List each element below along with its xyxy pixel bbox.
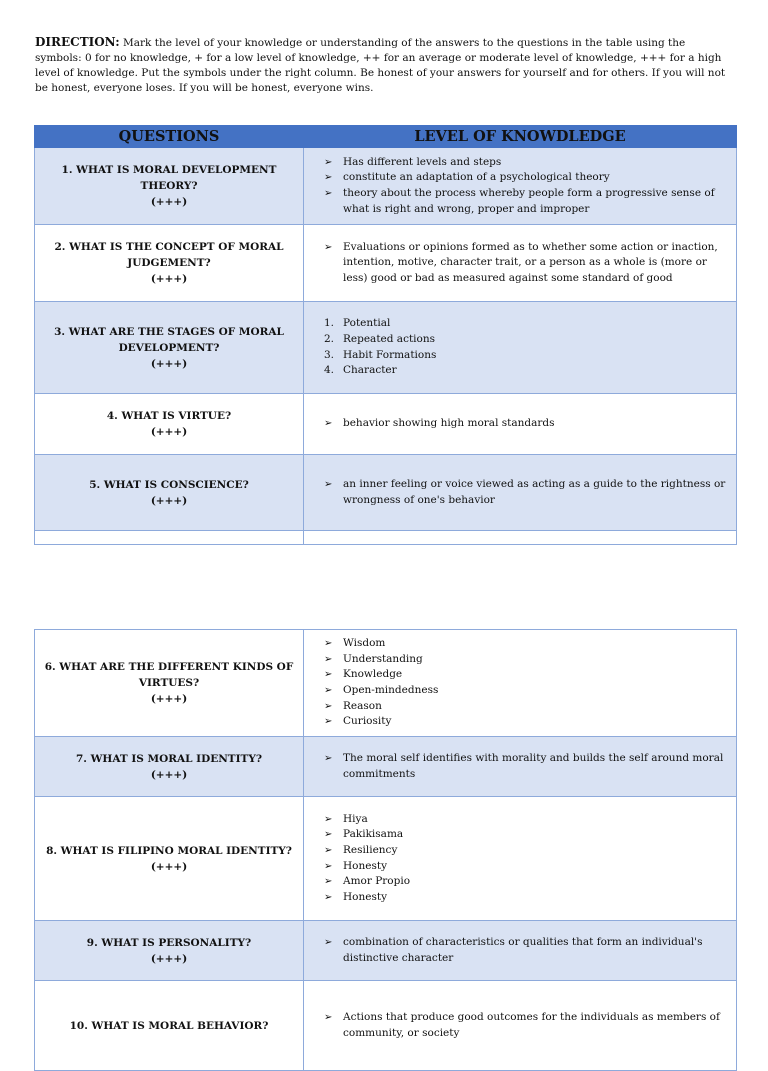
knowledge-mark: (+++) (150, 494, 188, 507)
question-text: 5. WHAT IS CONSCIENCE? (89, 478, 249, 491)
list-item: ➢ combination of characteristics or qualities that form an individual's distinctive character (324, 935, 728, 966)
answer-cell (304, 981, 737, 1071)
list-item (324, 348, 728, 364)
list-item: ➢ Has different levels and steps (324, 155, 728, 171)
table-row (35, 737, 737, 797)
list-item: ➢ theory about the process whereby people form a progressive sense of what is right and wrong, proper and improper (324, 186, 728, 217)
answer-cell (304, 394, 737, 455)
item-text: Character (343, 364, 397, 377)
list-item: ➢ Honesty (324, 859, 728, 875)
answer-cell (304, 455, 737, 531)
knowledge-mark: (+++) (150, 357, 188, 370)
list-item (324, 316, 728, 332)
list-item: ➢ Curiosity (324, 714, 728, 730)
answer-cell (304, 302, 737, 394)
list-item (324, 332, 728, 348)
answer-list (324, 751, 728, 782)
answer-list (324, 155, 728, 217)
header-questions: QUESTIONS (35, 126, 304, 148)
item-text: Repeated actions (343, 332, 435, 345)
answer-list (324, 1010, 728, 1041)
empty-cell (35, 531, 304, 545)
list-item: ➢ Understanding (324, 652, 728, 668)
question-cell (35, 148, 304, 225)
question-cell (35, 737, 304, 797)
list-item: ➢ behavior showing high moral standards (324, 416, 728, 432)
question-text: 2. WHAT IS THE CONCEPT OF MORAL JUDGEMENT? (54, 241, 284, 269)
list-item: ➢ Hiya (324, 812, 728, 828)
answer-list (324, 935, 728, 966)
empty-cell (304, 531, 737, 545)
list-item: ➢ The moral self identifies with morality and builds the self around moral commitments (324, 751, 728, 782)
table-row (35, 797, 737, 921)
answer-cell (304, 797, 737, 921)
empty-row (35, 531, 737, 545)
knowledge-mark: (+++) (150, 196, 188, 208)
table-row (35, 455, 737, 531)
question-text: 7. WHAT IS MORAL IDENTITY? (75, 752, 262, 765)
table-row (35, 225, 737, 302)
list-item: ➢ constitute an adaptation of a psychological theory (324, 170, 728, 186)
table-row (35, 394, 737, 455)
list-item: ➢ Open-mindedness (324, 683, 728, 699)
list-item: ➢ Amor Propio (324, 874, 728, 890)
list-item: ➢ Resiliency (324, 843, 728, 859)
answer-cell (304, 737, 737, 797)
question-cell (35, 630, 304, 737)
item-number: 3. (324, 348, 335, 361)
knowledge-table-1 (34, 125, 737, 545)
list-item: ➢ Honesty (324, 890, 728, 906)
table-row (35, 148, 737, 225)
knowledge-mark: (+++) (150, 426, 188, 438)
knowledge-mark: (+++) (150, 860, 188, 873)
question-cell (35, 394, 304, 455)
answer-list (324, 636, 728, 730)
item-text: Habit Formations (343, 348, 437, 361)
knowledge-mark: (+++) (150, 768, 188, 781)
answer-list (324, 240, 728, 287)
list-item: ➢ Actions that produce good outcomes for the individuals as members of community, or society (324, 1010, 728, 1041)
question-text: 6. WHAT ARE THE DIFFERENT KINDS OF VIRTUES? (44, 661, 294, 689)
item-number: 2. (324, 332, 335, 345)
question-text: 8. WHAT IS FILIPINO MORAL IDENTITY? (46, 844, 292, 857)
question-text: 4. WHAT IS VIRTUE? (106, 410, 232, 422)
table-row (35, 630, 737, 737)
list-item: ➢ Wisdom (324, 636, 728, 652)
question-cell (35, 225, 304, 302)
list-item: ➢ Knowledge (324, 667, 728, 683)
item-text: Potential (343, 317, 391, 330)
list-item: ➢ an inner feeling or voice viewed as acting as a guide to the rightness or wrongness of one's behavior (324, 477, 728, 508)
question-text: 9. WHAT IS PERSONALITY? (86, 936, 252, 949)
answer-list (324, 416, 728, 432)
answer-cell (304, 225, 737, 302)
knowledge-mark: (+++) (150, 952, 188, 965)
direction-text: Mark the level of your knowledge or understanding of the answers to the questions in the table using the symbols: 0 for no knowledge, + for a low level of knowledge, ++ for an average or moderate level of knowledge, +++ for a high level of knowledge. Put the symbols under the right column. Be honest of your answers for yourself and for others. If you will not be honest, everyone loses. If you will be honest, everyone wins. (35, 37, 726, 94)
knowledge-table-2 (34, 629, 737, 1071)
knowledge-mark: (+++) (150, 273, 188, 285)
list-item: ➢ Evaluations or opinions formed as to whether some action or inaction, intention, motive, character trait, or a person as a whole is (more or less) good or bad as measured against some standard of good (324, 240, 728, 287)
header-level-of-knowledge: LEVEL OF KNOWDLEDGE (304, 126, 737, 148)
answer-list (324, 316, 728, 378)
list-item (324, 363, 728, 379)
direction-label: DIRECTION: (35, 35, 120, 49)
table-row (35, 981, 737, 1071)
question-text: 3. WHAT ARE THE STAGES OF MORAL DEVELOPMENT? (54, 325, 284, 354)
table-row (35, 921, 737, 981)
item-number: 1. (324, 317, 335, 330)
answer-cell (304, 921, 737, 981)
question-cell (35, 981, 304, 1071)
list-item: ➢ Reason (324, 699, 728, 715)
question-cell (35, 455, 304, 531)
question-cell (35, 797, 304, 921)
answer-list (324, 477, 728, 508)
question-text: 10. WHAT IS MORAL BEHAVIOR? (69, 1019, 269, 1032)
answer-list (324, 812, 728, 906)
answer-cell (304, 148, 737, 225)
table-row (35, 302, 737, 394)
item-number: 4. (324, 364, 335, 377)
knowledge-mark: (+++) (150, 693, 188, 705)
question-text: 1. WHAT IS MORAL DEVELOPMENT THEORY? (61, 164, 277, 192)
question-cell (35, 302, 304, 394)
question-cell (35, 921, 304, 981)
answer-cell (304, 630, 737, 737)
direction-paragraph (35, 35, 735, 96)
list-item: ➢ Pakikisama (324, 827, 728, 843)
